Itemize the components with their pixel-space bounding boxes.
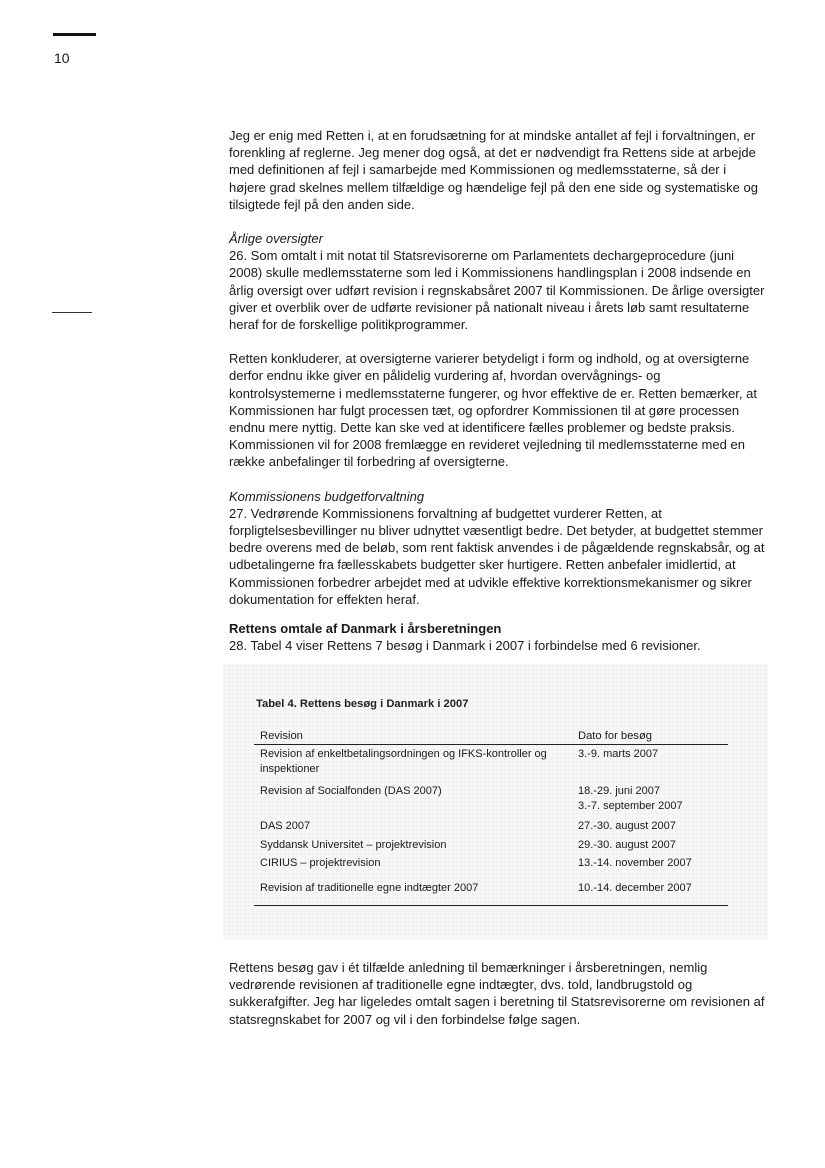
table-cell-revision: DAS 2007 [260, 820, 311, 832]
page-number: 10 [54, 50, 70, 66]
table-row [254, 799, 728, 814]
paragraph-27: 27. Vedrørende Kommissionens forvaltning af budgettet vurderer Retten, at forpligtelsesbevillinger nu bliver udnyttet væsentligt bedre. Det betyder, at budgettet stemmer bedre overens med de beløb, som rent faktisk anvendes i de pågældende regnskabsår, og at udbetalingerne fra fællesskabets budgetter sker hurtigere. Retten anbefaler imidlertid, at Kommissionen forbedrer arbejdet med at udvikle effektive korrektionsmekanismer og sikrer dokumentation for effekten heraf. [229, 505, 765, 607]
table-row [254, 838, 728, 853]
paragraph-26: 26. Som omtalt i mit notat til Statsrevisorerne om Parlamentets dechargeprocedure (juni 2008) skulle medlemsstaterne som led i Kommissionens handlingsplan i 2008 indsende en årlig oversigt over udført revision i regnskabsåret 2007 til Kommissionen. De årlige oversigter giver et overblik over de udførte revisioner på nationalt niveau i årets løb samt resultaterne heraf for de forskellige politikprogrammer. [229, 248, 765, 333]
table-bottom-rule [254, 905, 728, 906]
table-row [254, 881, 728, 896]
table-cell-date: 10.-14. december 2007 [578, 881, 692, 894]
margin-rule [52, 312, 92, 313]
table-cell-date: 29.-30. august 2007 [578, 838, 676, 851]
table-cell-date: 18.-29. juni 2007 [578, 785, 660, 797]
table-cell-revision: CIRIUS – projektrevision [260, 857, 381, 869]
table-4-box [223, 664, 768, 940]
table-row [254, 856, 728, 871]
paragraph-28: 28. Tabel 4 viser Rettens 7 besøg i Danmark i 2007 i forbindelse med 6 revisioner. [229, 638, 701, 654]
table-header-row [254, 730, 728, 745]
closing-content [229, 959, 765, 1028]
header-rule [53, 33, 96, 36]
table-cell-date: 13.-14. november 2007 [578, 857, 692, 869]
table-cell-revision: Syddansk Universitet – projektrevision [260, 838, 447, 851]
table-cell-revision: Revision af traditionelle egne indtægter 2007 [260, 881, 479, 894]
table-row [254, 747, 728, 776]
table-cell-date: 3.-9. marts 2007 [578, 748, 659, 760]
table-cell-revision [260, 799, 578, 814]
paragraph-26-conclusion: Retten konkluderer, at oversigterne varierer betydeligt i form og indhold, og at oversigterne derfor endnu ikke giver en pålidelig vurdering af, hvordan overvågnings- og kontrolsystemerne i medlemsstaterne fungerer, og hvor effektive de er. Retten bemærker, at Kommissionen har fulgt processen tæt, og opfordrer Kommissionen til at gøre processen endnu mere nyttig. Dette kan ske ved at identificere fælles problemer og bedste praksis. Kommissionen vil for 2008 fremlægge en revideret vejledning til medlemsstaterne med en række anbefalinger til forbedring af oversigterne. [229, 351, 757, 470]
table-header-revision: Revision [260, 730, 303, 742]
table-cell-date: 3.-7. september 2007 [578, 799, 683, 812]
table-cell-revision: Revision af enkeltbetalingsordningen og IFKS-kontroller og inspektioner [260, 748, 547, 775]
table-row [254, 784, 728, 799]
table-cell-date: 27.-30. august 2007 [578, 820, 676, 832]
table-header-date: Dato for besøg [578, 730, 652, 742]
table-title: Tabel 4. Rettens besøg i Danmark i 2007 [256, 698, 469, 710]
section-heading-danmark: Rettens omtale af Danmark i årsberetningen [229, 621, 502, 637]
table-row [254, 819, 728, 834]
table-4 [254, 698, 728, 906]
section-heading-aarlige-oversigter: Årlige oversigter [229, 231, 323, 247]
main-content [229, 127, 765, 654]
section-heading-budgetforvaltning: Kommissionens budgetforvaltning [229, 488, 425, 504]
paragraph-final: Rettens besøg gav i ét tilfælde anledning til bemærkninger i årsberetningen, nemlig vedrørende revisionen af traditionelle egne indtægter, dvs. told, landbrugstold og sukkerafgifter. Jeg har ligeledes omtalt sagen i beretning til Statsrevisorerne om revisionen af statsregnskabet for 2007 og vil i den forbindelse følge sagen. [229, 960, 765, 1027]
table-cell-revision: Revision af Socialfonden (DAS 2007) [260, 785, 442, 797]
paragraph-intro: Jeg er enig med Retten i, at en forudsætning for at mindske antallet af fejl i forvaltningen, er forenkling af reglerne. Jeg mener dog også, at det er nødvendigt fra Rettens side at arbejde med definitionen af fejl i samarbejde med Kommissionen og medlemsstaterne, så der i højere grad skelnes mellem tilfældige og hændelige fejl på den ene side og systematiske og tilsigtede fejl på den anden side. [229, 128, 758, 212]
